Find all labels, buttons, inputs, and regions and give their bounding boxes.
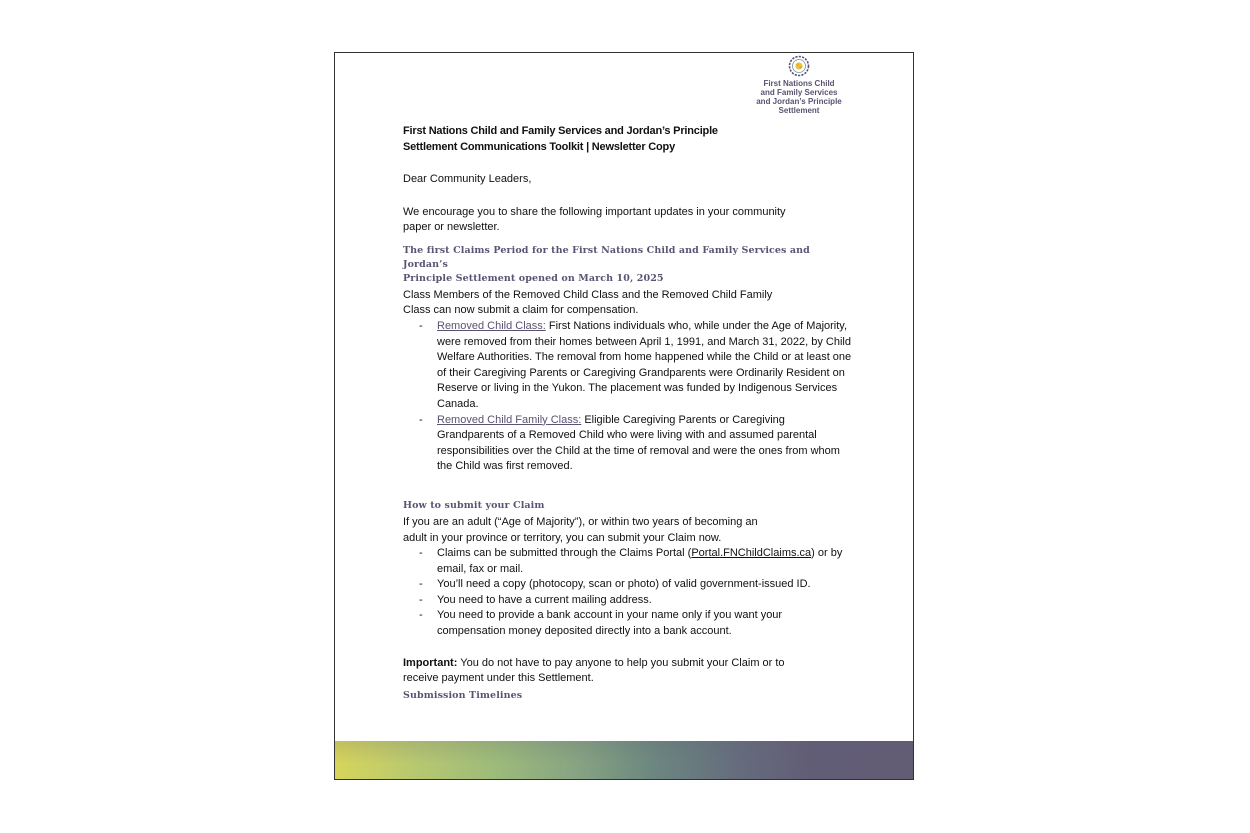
document-title-line-2: Settlement Communications Toolkit | Newsletter Copy [403, 141, 675, 153]
section-heading-how-to-submit: How to submit your Claim [403, 499, 545, 511]
footer-gradient-overlay [335, 741, 913, 779]
document-title-line-1: First Nations Child and Family Services and Jordan’s Principle [403, 125, 718, 137]
dash-bullet: - [419, 609, 423, 622]
list-item-removed-child-class [403, 319, 853, 413]
claims-portal-link[interactable]: Portal.FNChildClaims.ca [691, 547, 812, 560]
intro-line-1: We encourage you to share the following important updates in your community [403, 205, 786, 218]
logo-line-3: and Jordan’s Principle [756, 97, 842, 106]
logo-line-2: and Family Services [760, 88, 838, 97]
important-label: Important: [403, 656, 458, 669]
greeting: Dear Community Leaders, [403, 173, 532, 185]
logo-line-4: Settlement [778, 106, 820, 115]
claims-portal-text-before: Claims can be submitted through the Claims Portal ( [437, 547, 692, 560]
list-item-mailing-address [403, 593, 853, 609]
document-content [403, 123, 853, 703]
list-item-government-id [403, 577, 853, 593]
section-heading-submission-timelines: Submission Timelines [403, 689, 523, 701]
list-item-claims-portal [403, 546, 853, 577]
dash-bullet: - [419, 413, 423, 426]
submission-requirements-list [403, 546, 853, 640]
logo-line-1: First Nations Child [763, 79, 835, 88]
removed-child-family-class-link[interactable]: Removed Child Family Class: [437, 413, 582, 426]
section-heading-claims-period-line-2: Principle Settlement opened on March 10, 2025 [403, 272, 664, 284]
bank-account-text: You need to provide a bank account in your name only if you want your compensation money deposited directly into a bank account. [437, 609, 783, 638]
settlement-logo [751, 53, 847, 115]
document-page [334, 52, 914, 780]
important-notice [403, 656, 853, 687]
class-definitions-list [403, 319, 853, 475]
class-members-line-1: Class Members of the Removed Child Class and the Removed Child Family [403, 288, 773, 301]
mailing-address-text: You need to have a current mailing address. [437, 593, 652, 606]
list-item-bank-account [403, 608, 853, 639]
claims-portal-text-after: ) or by email, fax or mail. [437, 547, 843, 575]
circular-emblem-icon [787, 54, 811, 78]
eligibility-line-2: adult in your province or territory, you can submit your Claim now. [403, 531, 722, 544]
important-text: You do not have to pay anyone to help you submit your Claim or to receive payment under this Settlement. [403, 656, 785, 685]
section-heading-claims-period-line-1: The first Claims Period for the First Nations Child and Family Services and Jordan’s [403, 244, 810, 270]
eligibility-line-1: If you are an adult (“Age of Majority”), or within two years of becoming an [403, 515, 758, 528]
dash-bullet: - [419, 547, 423, 560]
class-members-line-2: Class can now submit a claim for compensation. [403, 304, 639, 317]
intro-line-2: paper or newsletter. [403, 221, 500, 234]
dash-bullet: - [419, 319, 423, 332]
dash-bullet: - [419, 578, 423, 591]
list-item-removed-child-family-class [403, 413, 853, 475]
government-id-text: You’ll need a copy (photocopy, scan or photo) of valid government-issued ID. [437, 578, 811, 591]
removed-child-class-description: First Nations individuals who, while under the Age of Majority, were removed from their homes between April 1, 1991, and March 31, 2022, by Child Welfare Authorities. The removal from home happened while the Child or at least one of their Caregiving Parents or Caregiving Grandparents were Ordinarily Resident on Reserve or living in the Yukon. The placement was funded by Indigenous Services Canada. [437, 319, 852, 410]
removed-child-class-link[interactable]: Removed Child Class: [437, 319, 546, 332]
dash-bullet: - [419, 593, 423, 606]
removed-child-family-class-description: Eligible Caregiving Parents or Caregiving Grandparents of a Removed Child who were living with and assumed parental responsibilities over the Child at the time of removal and were the ones from whom the Child was first removed. [437, 413, 840, 473]
